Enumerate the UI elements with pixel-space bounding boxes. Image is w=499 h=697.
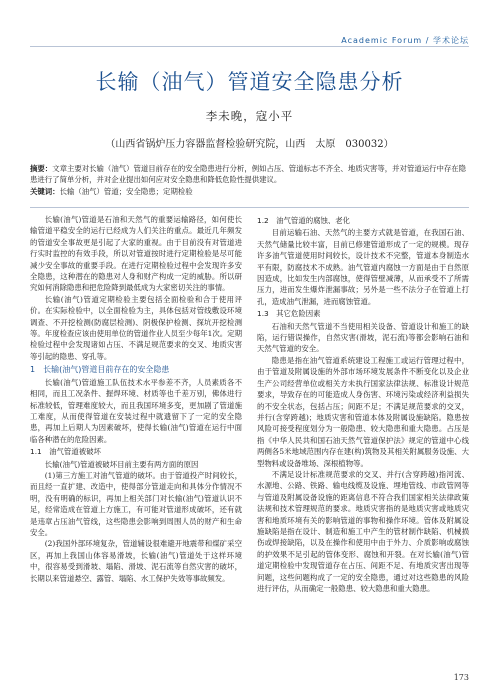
authors: 李未晚，寇小平 [205, 109, 294, 123]
paragraph: (1)第三方施工对油气管道的破坏。由于管道投产时间较长，而且经一直扩建、改造中，使得部分管道走向和具体分作情况不明，没有明确的标识，再加上相关部门对长输(油气)管道认识不足，经常造成在管道上方施工，有可能对管道形成破坏，还有就是违章占压油气管线，这些隐患会影响到周围人员的财产和生命安全。 [30, 470, 242, 537]
abstract [30, 163, 469, 185]
paragraph: 长输(油气)管道施工队伍技术水平参差不齐，人员素质各不相同，而且工况条件、握焊环境、材质等也千差万别，佛体进行标准较低，管理难度较大，而且我国环境多变，更加剧了管道施工难度，从而使得管道在安装过程中就遗留下了一定的安全隐患，再加上后期人为因素破坏，使得长输(油气)管道在运行中面临各种潜在的危险因素。 [30, 377, 242, 444]
section-separator [30, 207, 469, 208]
paragraph: 目前运输石油、天然气的主要方式就是管道，在我国石油、天然气储量比较丰富，目前已修建管道形成了一定的规模。现存许多油气管道使用时间较长，设计技术不完整，管道本身制造水平有限，防腐技术不成熟。油气管道内腐蚀一方面是由于自然原因造成，比如发生内部腐蚀，使得管壁减薄，从而承受不了所需压力，进而发生爆炸泄漏事故；另外是一些不法分子在管道上打孔，造成油气泄漏，进而腐蚀管道。 [257, 228, 469, 306]
paper-title: 长输（油气）管道安全隐患分析 [95, 70, 404, 94]
page-number: 173 [453, 673, 469, 682]
paragraph: 隐患是指在油气管道系统建设工程施工或运行管理过程中，由于管道及附属设施的外部市场环境发展条件不断变化以及企业生产公司经营单位或相关方未执行国家法律法规、标准设计规范要求，导致存在的可能造成人身伤害、环境污染或经济利益损失的不安全状态，包括占压；间距不足；不满足规范要求的交叉，并行(含穿跨越)；地质灾害和管道本体及附属设施缺陷。隐患按风险可接受程度划分为一般隐患、较大隐患和重大隐患。占压是指《中华人民共和国石油天然气管道保护法》规定的管道中心线两侧各5米地域范围内存在建(构)筑物及其相关附属服务设施、大型物料或设备堆场、深根植物等。 [257, 355, 469, 468]
left-column [30, 214, 242, 584]
section-heading: 1.3 其它危险因素 [257, 309, 321, 319]
right-column [257, 214, 469, 594]
abstract-text: 文章主要对长输（油气）管道目前存在的安全隐患进行分析，例如占压、管道标志不齐全、地质灾害等，并对管道运行中存在隐患进行了简单分析，并对企业提出如何应对安全隐患和降低危险性提供建议。 [30, 164, 467, 184]
header-rule [30, 46, 469, 47]
abstract-label: 摘要： [30, 164, 53, 173]
section-heading: 1.2 油气管道的腐蚀、老化 [257, 216, 351, 225]
keywords-text: 长输（油气）管道；安全隐患；定期检验 [59, 187, 193, 196]
keywords [30, 186, 469, 197]
journal-header: Academic Forum / 学术论坛 [341, 36, 469, 45]
section-heading: 1.1 油气管道被破坏 [30, 447, 101, 457]
keywords-label: 关键词： [30, 187, 60, 196]
paragraph: 长输(油气)管道定期检验主要包括全面检验和合于使用评价。在实际检验中，以全面检验为主，具体包括对管线敷设环境调查、不开挖检测(防腐层检测)、阴极保护检测、探坑开挖检测等。年度检查应该由使用单位的管道作业人员至少每年1次。定期检验过程中会发现诸如占压、不满足规范要求的交叉、地质灾害等引起的隐患、穿孔等。 [30, 294, 242, 361]
paragraph: (2)我国外部环境复杂，管道辅设很难避开地震带和煤矿采空区，再加上我国山体容易滑坡，长输(油气)管道处于这样环境中，很容易受到滑坡、塌陷、滑坡、泥石流等自然灾害的破坏，长期以来管道悬空、露管、塌陷、水工保护失效等事故频发。 [30, 539, 242, 583]
paragraph: 不满足设计标准规范要求的交叉、并行(含穿跨越)指河流、水源地、公路、铁路、输电线缆及设施、埋地管线、市政管网等与管道及附属设备设施的距离信息不符合我们国家相关法律政策法规和技术管理规范的要求。地质灾害指的是地质灾害或地质灾害和地质环境有关的影响管道的事物和操作环境。管体及附属设施缺陷是指在设计、制造和施工中产生的管材制作缺陷、机械损伤或焊接缺陷，以及在操作和使用中由于外力、介质影响或腐蚀的护效果不足引起的管体变形、腐蚀和开裂。在对长输(油气)管道定期检验中发现管道存在占压、间距不足、有地质灾害出现等问题，这些问题构成了一定的安全隐患，通过对这些隐患的风险进行评估，从而确定一般隐患、较大隐患和重大隐患。 [257, 469, 469, 593]
paragraph: 长输(油气)管道是石油和天然气的重要运输路径，如何使长输管道平稳安全的运行已经成为人们关注的重点。最近几年频发的管道安全事故更是引起了大家的重视。由于目前没有对管道进行实时监控的有效手段，所以对管道按时进行定期检验是尽可能减少安全事故的重要手段。在进行定期检验过程中会发现许多安全隐患，这种潜在的隐患对人身和财产构成一定的威胁。所以研究如何消除隐患和把危险降到最低成为大家密切关注的事情。 [30, 215, 242, 293]
section-heading: 1 长输(油气)管道目前存在的安全隐患 [30, 365, 170, 375]
paragraph: 长输(油气)管道被破坏目前主要有两方面的原因 [44, 459, 199, 469]
paragraph: 石油和天然气管道不当使用相关设备、管道设计和施工的缺陷，运行错误操作，自然灾害(滑坡，泥石流)等都会影响石油和天然气管道的安全。 [257, 321, 469, 354]
affiliation: （山西省锅炉压力容器监督检验研究院，山西 太原 030032） [105, 139, 394, 150]
